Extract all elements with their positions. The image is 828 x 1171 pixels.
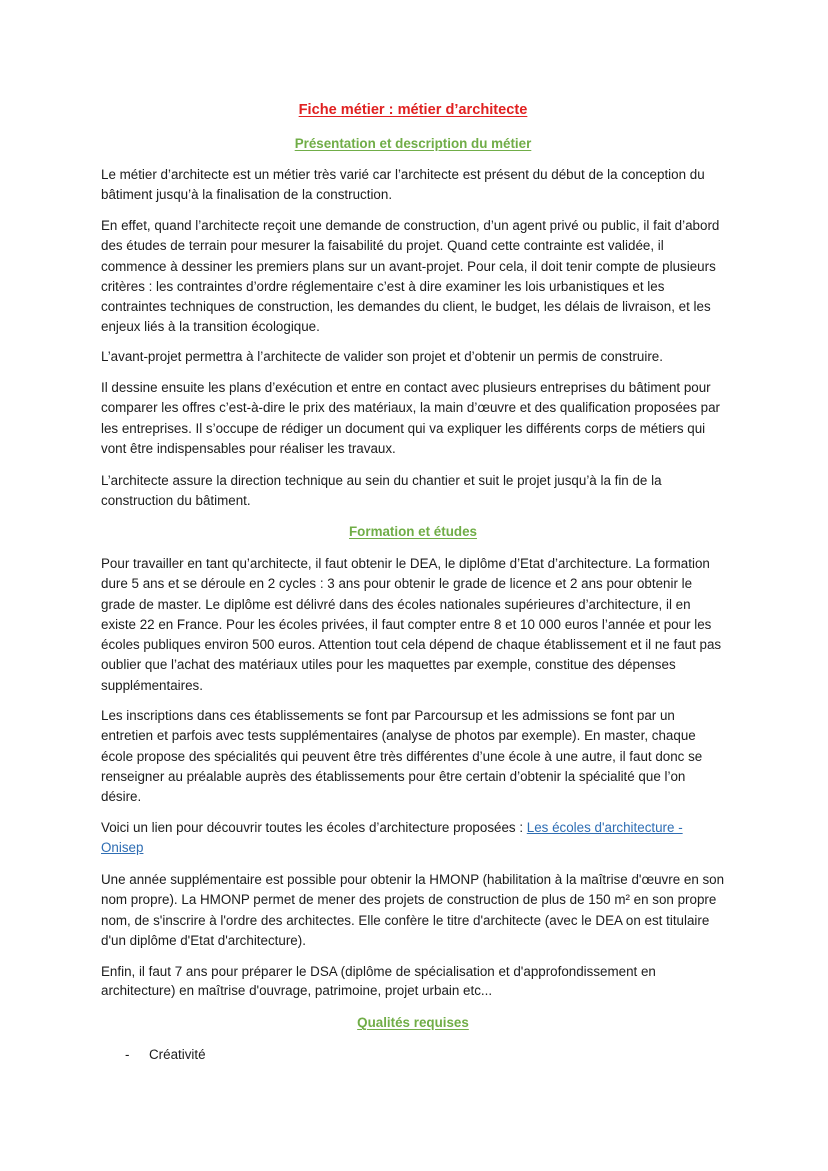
onisep-link[interactable]: Les écoles d'architecture - Onisep (101, 820, 683, 856)
bullet-dash: - (125, 1047, 130, 1062)
document-title: Fiche métier : métier d’architecte (298, 102, 528, 118)
list-item (101, 1045, 725, 1065)
section-heading-presentation: Présentation et description du métier (294, 136, 532, 151)
paragraph: En effet, quand l’architecte reçoit une demande de construction, d’un agent privé ou public, il fait d’abord des études de terrain pour mesurer la faisabilité du projet. Quand cette contrainte est validée, il commence à dessiner les premiers plans sur un avant-projet. Pour cela, il doit tenir compte de plusieurs critères : les contraintes d’ordre réglementaire c’est à dire examiner les lois urbanistiques et les contraintes techniques de construction, les demandes du client, le budget, les délais de livraison, et les enjeux liés à la transition écologique. (101, 218, 720, 335)
link-intro-text: Voici un lien pour découvrir toutes les écoles d’architecture proposées : (101, 820, 527, 835)
paragraph: Pour travailler en tant qu’architecte, il faut obtenir le DEA, le diplôme d’Etat d’architecture. La formation dure 5 ans et se déroule en 2 cycles : 3 ans pour obtenir le grade de licence et 2 ans pour obtenir le grade de master. Le diplôme est délivré dans des écoles nationales supérieures d’architecture, il en existe 22 en France. Pour les écoles privées, il faut compter entre 8 et 10 000 euros l’année et pour les écoles publiques environ 500 euros. Attention tout cela dépend de chaque établissement et il ne faut pas oublier que l’achat des matériaux utiles pour les maquettes par exemple, constitue des dépenses supplémentaires. (101, 556, 722, 693)
link-paragraph (101, 818, 725, 859)
paragraph: L’architecte assure la direction technique au sein du chantier et suit le projet jusqu’à la fin de la construction du bâtiment. (101, 473, 662, 509)
paragraph: Enfin, il faut 7 ans pour préparer le DSA (diplôme de spécialisation et d'approfondissement en architecture) en maîtrise d'ouvrage, patrimoine, projet urbain etc... (101, 964, 656, 999)
paragraph: Il dessine ensuite les plans d’exécution et entre en contact avec plusieurs entreprises du bâtiment pour comparer les offres c’est-à-dire le prix des matériaux, la main d’œuvre et des qualification proposées par les entreprises. Il s’occupe de rédiger un document qui va expliquer les différents corps de métiers qui vont être indispensables pour réaliser les travaux. (101, 380, 720, 456)
paragraph: Les inscriptions dans ces établissements se font par Parcoursup et les admissions se font par un entretien et parfois avec tests supplémentaires (analyse de photos par exemple). En master, chaque école propose des spécialités qui peuvent être très différentes d’une école à une autre, il faut donc se renseigner au préalable auprès des établissements pour être certain d’obtenir la spécialité que l’on désire. (101, 708, 703, 805)
section-heading-qualites: Qualités requises (357, 1015, 469, 1030)
paragraph: L’avant-projet permettra à l’architecte de valider son projet et d’obtenir un permis de construire. (101, 349, 663, 364)
qualities-list (101, 1045, 725, 1065)
paragraph: Une année supplémentaire est possible pour obtenir la HMONP (habilitation à la maîtrise d'œuvre en son nom propre). La HMONP permet de mener des projets de construction de plus de 150 m² en son propre nom, de s'inscrire à l'ordre des architectes. Elle confère le titre d'architecte (avec le DEA on est titulaire d'un diplôme d'Etat d'architecture). (101, 872, 725, 948)
section-heading-formation: Formation et études (349, 524, 477, 539)
list-item-text: Créativité (149, 1047, 206, 1062)
paragraph: Le métier d’architecte est un métier très varié car l’architecte est présent du début de la conception du bâtiment jusqu’à la finalisation de la construction. (101, 167, 705, 203)
